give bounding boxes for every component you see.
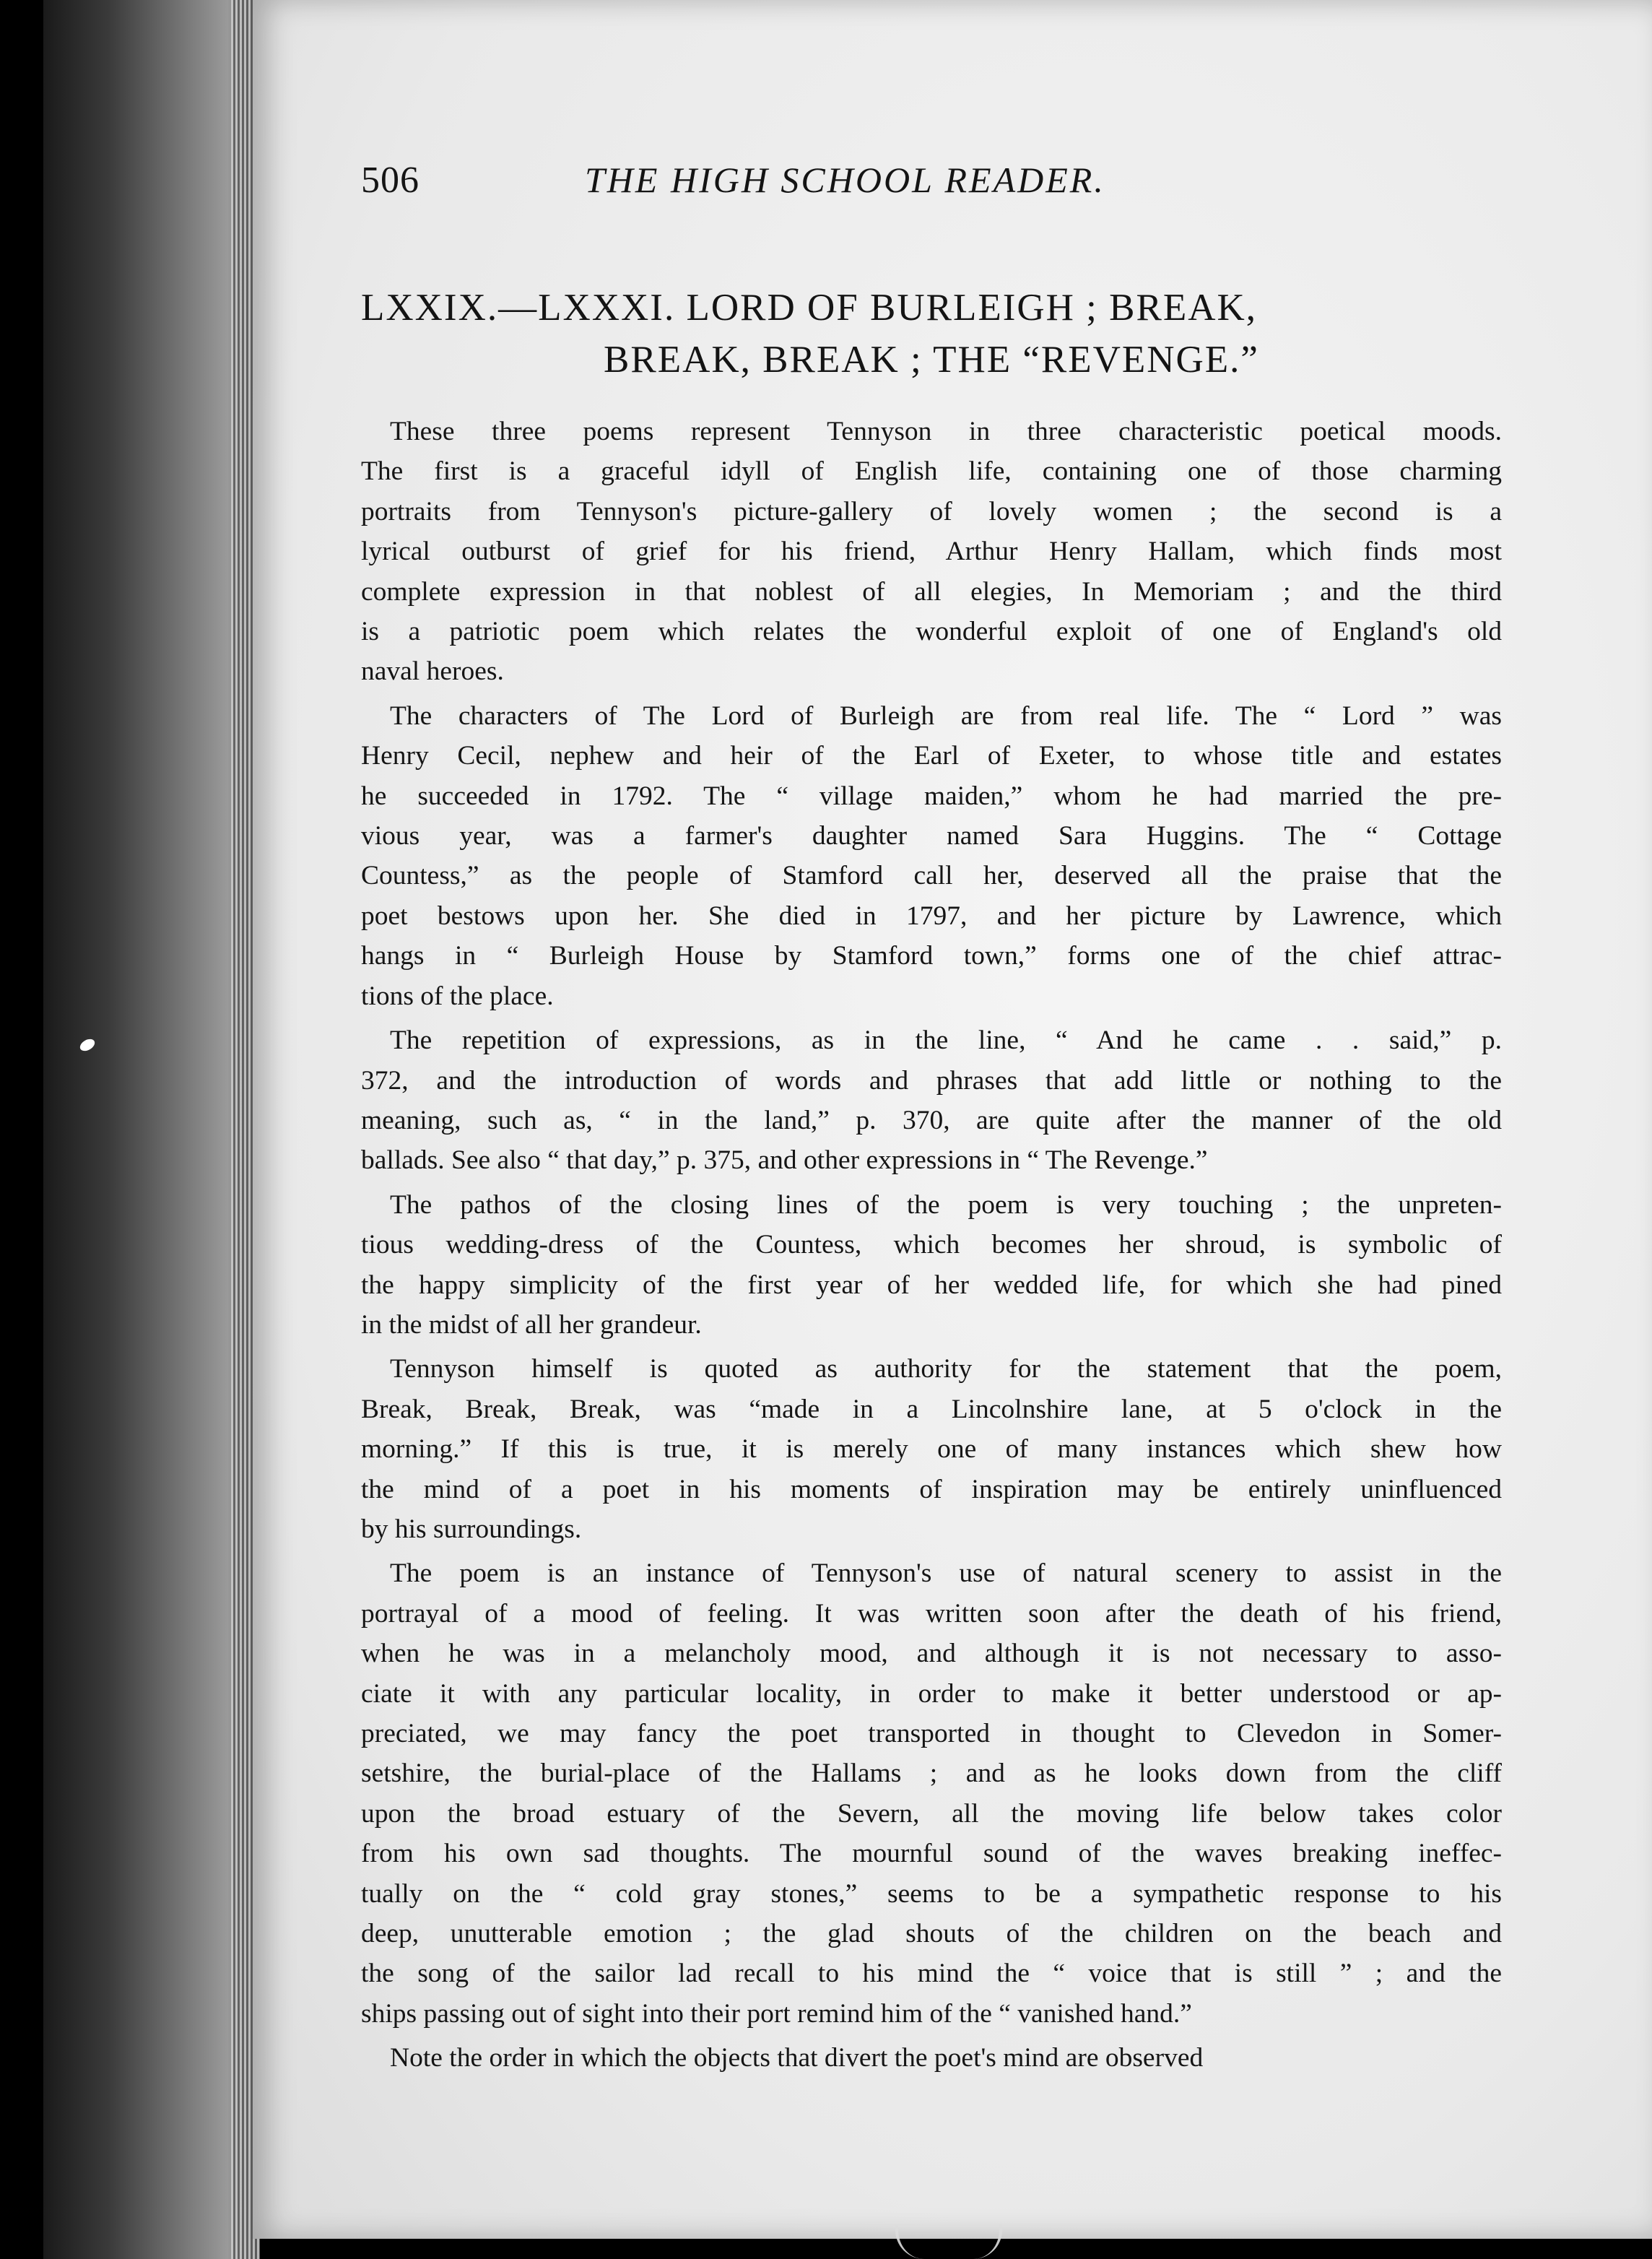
paragraph <box>361 696 1502 1016</box>
chapter-heading <box>361 282 1502 386</box>
text-line: by his surroundings. <box>361 1514 582 1544</box>
body-text <box>361 412 1502 2083</box>
text-line: the happy simplicity of the first year of her wedded life, for which she had pined <box>361 1270 1502 1300</box>
page-clip-mark <box>895 2224 1002 2259</box>
text-line: setshire, the burial-place of the Hallams ; and as he looks down from the cliff <box>361 1759 1502 1789</box>
text-line: ciate it with any particular locality, in order to make it better understood or ap- <box>361 1678 1502 1709</box>
chapter-heading-line-2: BREAK, BREAK ; THE “REVENGE.” <box>604 339 1259 381</box>
text-line: The first is a graceful idyll of English life, containing one of those charming <box>361 456 1502 487</box>
text-line: when he was in a melancholy mood, and although it is not necessary to asso- <box>361 1639 1502 1669</box>
text-line: tually on the “ cold gray stones,” seems to be a sympathetic response to his <box>361 1878 1502 1909</box>
paragraph <box>361 2038 1502 2078</box>
text-line: ships passing out of sight into their port remind him of the “ vanished hand.” <box>361 1998 1192 2029</box>
text-line: upon the broad estuary of the Severn, all the moving life below takes color <box>361 1798 1502 1829</box>
text-line: Tennyson himself is quoted as authority for the statement that the poem, <box>390 1354 1502 1384</box>
text-line: Note the order in which the objects that divert the poet's mind are observed <box>390 2043 1204 2073</box>
text-line: from his own sad thoughts. The mournful sound of the waves breaking ineffec- <box>361 1839 1502 1869</box>
paragraph <box>361 1185 1502 1345</box>
text-line: complete expression in that noblest of all elegies, In Memoriam ; and the third <box>361 576 1502 607</box>
text-line: is a patriotic poem which relates the wonderful exploit of one of England's old <box>361 617 1502 647</box>
text-line: in the midst of all her grandeur. <box>361 1309 702 1340</box>
page-sheet <box>253 0 1652 2239</box>
text-line: preciated, we may fancy the poet transported in thought to Clevedon in Somer- <box>361 1719 1502 1748</box>
paragraph <box>361 1349 1502 1549</box>
text-line: morning.” If this is true, it is merely one of many instances which shew how <box>361 1434 1502 1465</box>
text-line: tious wedding-dress of the Countess, which becomes her shroud, is symbolic of <box>361 1230 1502 1260</box>
text-line: hangs in “ Burleigh House by Stamford town,” forms one of the chief attrac- <box>361 941 1502 971</box>
page-number: 506 <box>361 160 419 201</box>
text-line: The characters of The Lord of Burleigh are from real life. The “ Lord ” was <box>390 701 1502 731</box>
text-line: meaning, such as, “ in the land,” p. 370, are quite after the manner of the old <box>361 1105 1502 1135</box>
text-line: ballads. See also “ that day,” p. 375, and other expressions in “ The Revenge.” <box>361 1145 1208 1176</box>
paragraph <box>361 412 1502 692</box>
text-line: the song of the sailor lad recall to his mind the “ voice that is still ” ; and the <box>361 1959 1502 1989</box>
text-line: portraits from Tennyson's picture-gallery of lovely women ; the second is a <box>361 496 1502 526</box>
text-line: The poem is an instance of Tennyson's use of natural scenery to assist in the <box>390 1558 1502 1589</box>
paragraph <box>361 1020 1502 1181</box>
text-line: The repetition of expressions, as in the line, “ And he came . . said,” p. <box>390 1026 1502 1056</box>
text-line: naval heroes. <box>361 656 504 687</box>
text-line: deep, unutterable emotion ; the glad shouts of the children on the beach and <box>361 1919 1502 1949</box>
running-head <box>361 159 1516 224</box>
text-line: These three poems represent Tennyson in three characteristic poetical moods. <box>390 417 1502 446</box>
text-line: 372, and the introduction of words and phrases that add little or nothing to the <box>361 1065 1502 1096</box>
book-spine-edge <box>43 0 260 2259</box>
chapter-heading-line-1: LXXIX.—LXXXI. LORD OF BURLEIGH ; BREAK, <box>361 287 1257 329</box>
text-line: The pathos of the closing lines of the poem is very touching ; the unpreten- <box>390 1189 1502 1220</box>
text-line: portrayal of a mood of feeling. It was written soon after the death of his friend, <box>361 1598 1502 1629</box>
text-line: the mind of a poet in his moments of inspiration may be entirely uninfluenced <box>361 1474 1502 1504</box>
text-line: he succeeded in 1792. The “ village maiden,” whom he had married the pre- <box>361 781 1502 811</box>
paragraph <box>361 1553 1502 2034</box>
text-line: Countess,” as the people of Stamford call her, deserved all the praise that the <box>361 861 1502 891</box>
text-line: Break, Break, Break, was “made in a Lincolnshire lane, at 5 o'clock in the <box>361 1394 1502 1424</box>
text-line: tions of the place. <box>361 981 554 1011</box>
text-line: poet bestows upon her. She died in 1797, and her picture by Lawrence, which <box>361 901 1502 931</box>
text-line: lyrical outburst of grief for his friend, Arthur Henry Hallam, which finds most <box>361 537 1502 567</box>
text-line: Henry Cecil, nephew and heir of the Earl of Exeter, to whose title and estates <box>361 741 1502 771</box>
book-title: THE HIGH SCHOOL READER. <box>585 160 1105 200</box>
text-line: vious year, was a farmer's daughter named Sara Huggins. The “ Cottage <box>361 821 1502 851</box>
